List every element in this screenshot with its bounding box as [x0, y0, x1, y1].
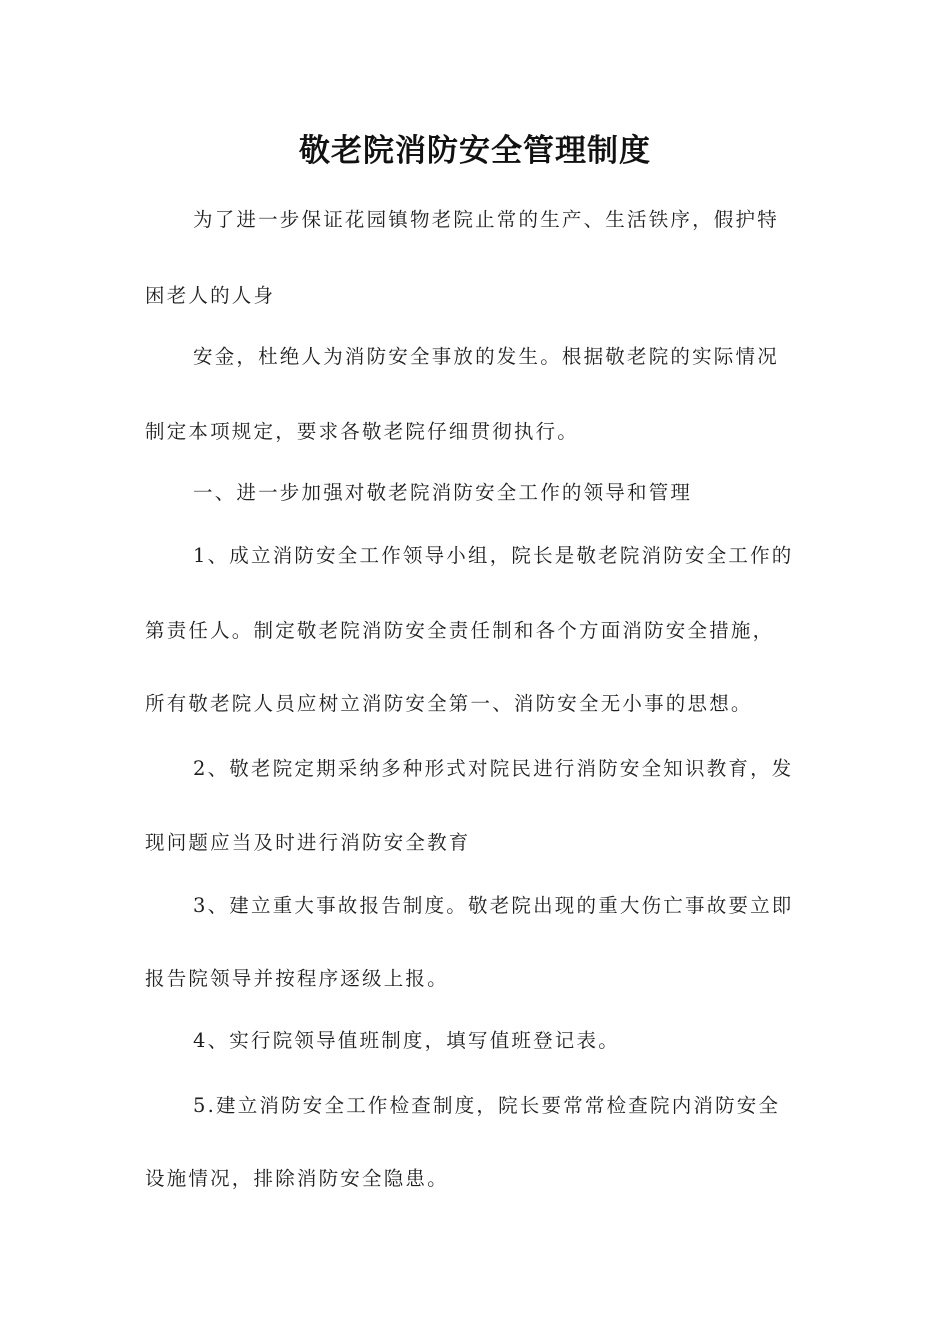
- paragraph-line: 2、敬老院定期采纳多种形式对院民进行消防安全知识教育，发: [193, 757, 794, 780]
- paragraph-line: 第责任人。制定敬老院消防安全责任制和各个方面消防安全措施，: [145, 619, 775, 642]
- paragraph-line: 报告院领导并按程序逐级上报。: [145, 967, 449, 990]
- paragraph-line: 所有敬老院人员应树立消防安全第一、消防安全无小事的思想。: [145, 692, 753, 715]
- paragraph-line: 5.建立消防安全工作检查制度，院长要常常检查院内消防安全: [193, 1094, 781, 1117]
- document-title: 敬老院消防安全管理制度: [299, 133, 651, 169]
- paragraph-line: 1、成立消防安全工作领导小组，院长是敬老院消防安全工作的: [193, 544, 794, 567]
- paragraph-line: 设施情况，排除消防安全隐患。: [145, 1167, 449, 1190]
- paragraph-line: 3、建立重大事故报告制度。敬老院出现的重大伤亡事故要立即: [193, 894, 794, 917]
- paragraph-line: 为了进一步保证花园镇物老院止常的生产、生活铁序，假护特: [193, 208, 779, 231]
- paragraph-line: 4、实行院领导值班制度，填写值班登记表。: [193, 1029, 620, 1052]
- paragraph-line: 安金，杜绝人为消防安全事放的发生。根据敬老院的实际情况: [193, 345, 779, 368]
- paragraph-line: 制定本项规定，要求各敬老院仔细贯彻执行。: [145, 420, 580, 443]
- paragraph-line: 现问题应当及时进行消防安全教育: [145, 831, 471, 854]
- paragraph-line: 困老人的人身: [145, 284, 276, 307]
- section-heading: 一、进一步加强对敬老院消防安全工作的领导和管理: [193, 481, 693, 504]
